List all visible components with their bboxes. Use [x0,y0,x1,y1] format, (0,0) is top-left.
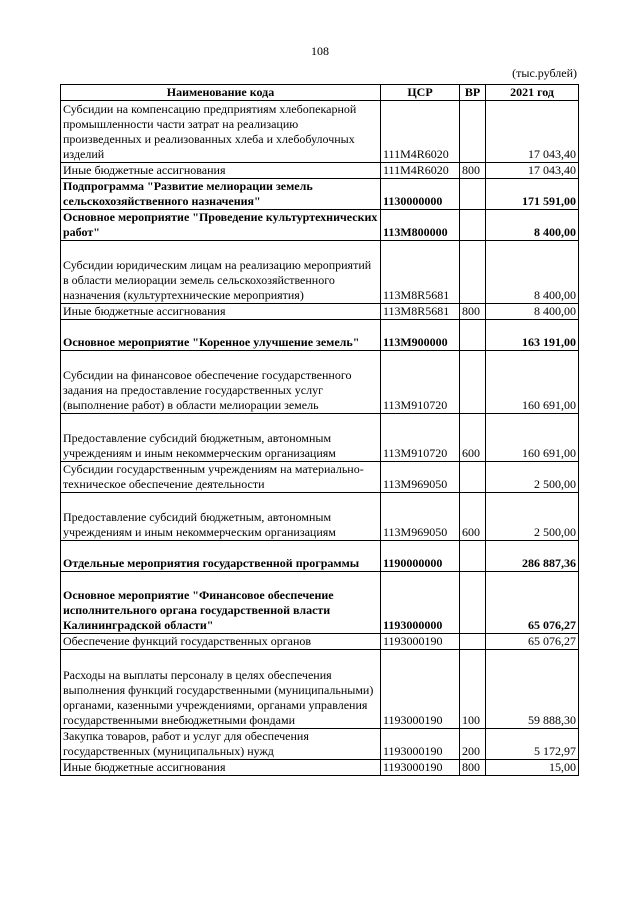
row-sum-cell: 160 691,00 [486,414,579,462]
table-row [61,163,579,179]
row-name-cell: Расходы на выплаты персоналу в целях обеспечения выполнения функций государственными (муниципальными) органами, казенными учреждениями, органами управления государственными внебюджетными фондами [61,650,381,729]
row-sum-cell: 65 076,27 [486,634,579,650]
row-vr-cell [460,634,486,650]
row-vr-cell: 800 [460,163,486,179]
row-csr-cell: 113M8R5681 [381,241,460,304]
row-csr-cell: 113M910720 [381,414,460,462]
table-row [61,101,579,163]
row-csr-cell: 113M969050 [381,493,460,541]
row-csr-cell: 113M900000 [381,320,460,351]
row-name-cell: Подпрограмма "Развитие мелиорации земель сельскохозяйственного назначения" [61,179,381,210]
table-row [61,179,579,210]
row-sum-cell: 17 043,40 [486,163,579,179]
row-sum-cell: 17 043,40 [486,101,579,163]
row-csr-cell: 1193000190 [381,760,460,776]
row-name-cell: Иные бюджетные ассигнования [61,760,381,776]
row-vr-cell: 600 [460,414,486,462]
row-name-cell: Иные бюджетные ассигнования [61,163,381,179]
row-vr-cell: 200 [460,729,486,760]
table-row [61,634,579,650]
header-vr: ВР [460,85,486,101]
row-name-cell: Обеспечение функций государственных органов [61,634,381,650]
row-vr-cell: 600 [460,493,486,541]
row-vr-cell: 100 [460,650,486,729]
table-row [61,541,579,572]
row-name-cell: Основное мероприятие "Коренное улучшение земель" [61,320,381,351]
row-vr-cell [460,210,486,241]
row-csr-cell: 113M910720 [381,351,460,414]
row-sum-cell: 65 076,27 [486,572,579,634]
row-vr-cell [460,351,486,414]
table-row [61,493,579,541]
row-name-cell: Иные бюджетные ассигнования [61,304,381,320]
table-row [61,210,579,241]
row-vr-cell: 800 [460,304,486,320]
row-csr-cell: 1193000000 [381,572,460,634]
row-vr-cell [460,241,486,304]
table-row [61,572,579,634]
row-csr-cell: 113M800000 [381,210,460,241]
row-name-cell: Субсидии государственным учреждениям на материально-техническое обеспечение деятельности [61,462,381,493]
row-vr-cell [460,179,486,210]
row-csr-cell: 1193000190 [381,634,460,650]
row-vr-cell: 800 [460,760,486,776]
row-sum-cell: 59 888,30 [486,650,579,729]
unit-note: (тыс.рублей) [512,66,577,80]
row-sum-cell: 286 887,36 [486,541,579,572]
row-name-cell: Субсидии на финансовое обеспечение государственного задания на предоставление государственных услуг (выполнение работ) в области мелиорации земель [61,351,381,414]
table-row [61,320,579,351]
table-row [61,650,579,729]
row-sum-cell: 5 172,97 [486,729,579,760]
row-name-cell: Основное мероприятие "Проведение культуртехнических работ" [61,210,381,241]
row-vr-cell [460,101,486,163]
row-name-cell: Закупка товаров, работ и услуг для обеспечения государственных (муниципальных) нужд [61,729,381,760]
row-sum-cell: 2 500,00 [486,462,579,493]
table-row [61,304,579,320]
row-sum-cell: 2 500,00 [486,493,579,541]
row-name-cell: Субсидии юридическим лицам на реализацию мероприятий в области мелиорации земель сельскохозяйственного назначения (культуртехнические мероприятия) [61,241,381,304]
row-csr-cell: 113M8R5681 [381,304,460,320]
row-csr-cell: 113M969050 [381,462,460,493]
table-header-row [61,85,579,101]
row-name-cell: Предоставление субсидий бюджетным, автономным учреждениям и иным некоммерческим организациям [61,414,381,462]
row-vr-cell [460,572,486,634]
row-name-cell: Основное мероприятие "Финансовое обеспечение исполнительного органа государственной власти Калининградской области" [61,572,381,634]
row-csr-cell: 1193000190 [381,729,460,760]
row-csr-cell: 1193000190 [381,650,460,729]
row-sum-cell: 8 400,00 [486,241,579,304]
row-sum-cell: 8 400,00 [486,304,579,320]
table-row [61,760,579,776]
row-sum-cell: 163 191,00 [486,320,579,351]
row-name-cell: Субсидии на компенсацию предприятиям хлебопекарной промышленности части затрат на реализацию произведенных и реализованных хлеба и хлебобулочных изделий [61,101,381,163]
row-name-cell: Отдельные мероприятия государственной программы [61,541,381,572]
table-row [61,414,579,462]
row-vr-cell [460,320,486,351]
row-vr-cell [460,541,486,572]
row-name-cell: Предоставление субсидий бюджетным, автономным учреждениям и иным некоммерческим организациям [61,493,381,541]
header-csr: ЦСР [381,85,460,101]
page-number: 108 [311,44,329,58]
table-row [61,462,579,493]
row-csr-cell: 1130000000 [381,179,460,210]
row-sum-cell: 15,00 [486,760,579,776]
header-sum: 2021 год [486,85,579,101]
table-row [61,729,579,760]
row-csr-cell: 111M4R6020 [381,101,460,163]
row-vr-cell [460,462,486,493]
row-csr-cell: 1190000000 [381,541,460,572]
row-csr-cell: 111M4R6020 [381,163,460,179]
row-sum-cell: 8 400,00 [486,210,579,241]
table-row [61,241,579,304]
row-sum-cell: 171 591,00 [486,179,579,210]
row-sum-cell: 160 691,00 [486,351,579,414]
header-name: Наименование кода [61,85,381,101]
table-row [61,351,579,414]
budget-table [60,84,579,776]
